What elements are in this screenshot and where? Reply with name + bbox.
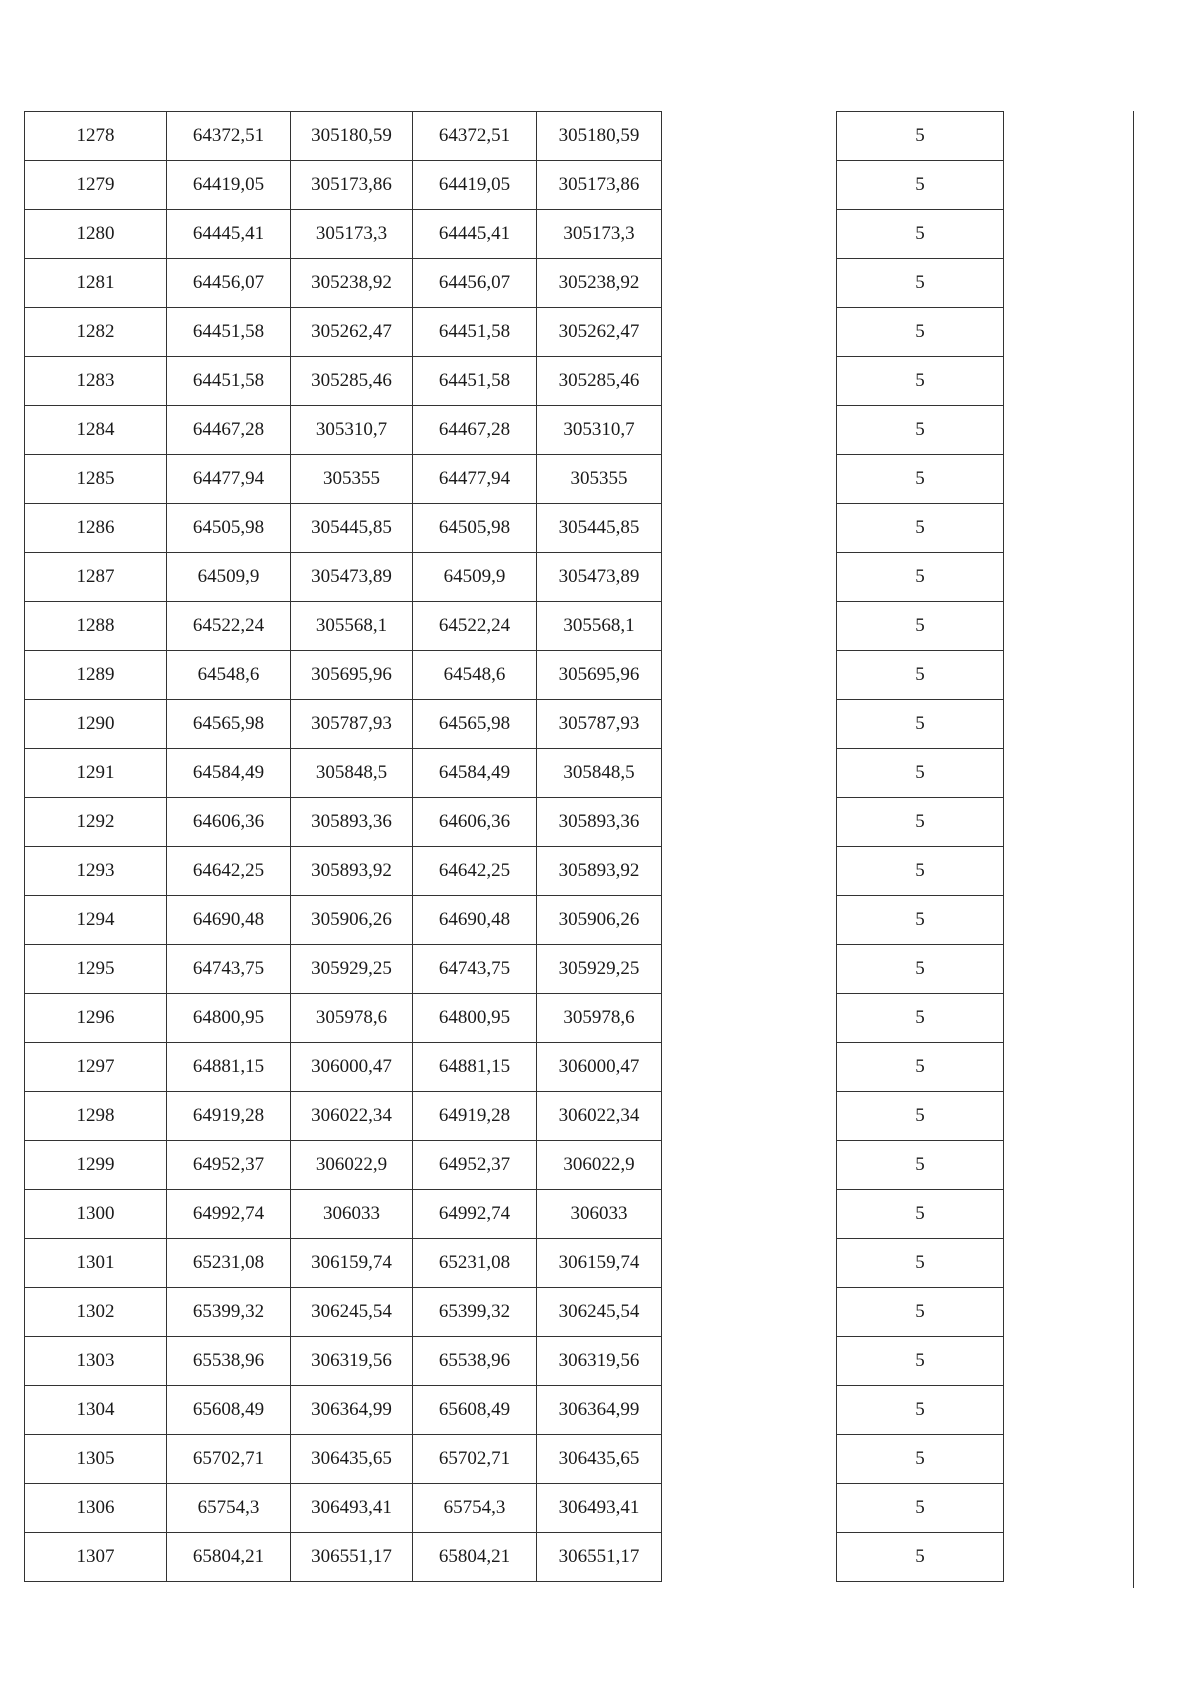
value-row <box>837 1484 1004 1533</box>
value-cell: 5 <box>837 553 1004 602</box>
value-column-body <box>837 112 1004 1582</box>
value-column-table <box>836 111 1004 1582</box>
value-cell: 5 <box>837 112 1004 161</box>
x-coordinate-cell: 65804,21 <box>167 1533 291 1582</box>
x-coordinate-repeat-cell: 65702,71 <box>413 1435 537 1484</box>
value-row <box>837 1288 1004 1337</box>
y-coordinate-cell: 305445,85 <box>291 504 413 553</box>
y-coordinate-repeat-cell: 305893,36 <box>537 798 662 847</box>
value-row <box>837 455 1004 504</box>
y-coordinate-repeat-cell: 306022,9 <box>537 1141 662 1190</box>
y-coordinate-cell: 305355 <box>291 455 413 504</box>
point-number-cell: 1306 <box>25 1484 167 1533</box>
coordinates-table <box>24 111 662 1582</box>
value-row <box>837 406 1004 455</box>
value-cell: 5 <box>837 651 1004 700</box>
table-row <box>25 602 662 651</box>
y-coordinate-cell: 306159,74 <box>291 1239 413 1288</box>
y-coordinate-cell: 305893,36 <box>291 798 413 847</box>
y-coordinate-cell: 305180,59 <box>291 112 413 161</box>
x-coordinate-cell: 65231,08 <box>167 1239 291 1288</box>
x-coordinate-repeat-cell: 64477,94 <box>413 455 537 504</box>
y-coordinate-repeat-cell: 305787,93 <box>537 700 662 749</box>
coordinates-table-body <box>25 112 662 1582</box>
value-cell: 5 <box>837 700 1004 749</box>
table-row <box>25 1337 662 1386</box>
x-coordinate-repeat-cell: 65538,96 <box>413 1337 537 1386</box>
y-coordinate-repeat-cell: 306319,56 <box>537 1337 662 1386</box>
value-row <box>837 308 1004 357</box>
value-cell: 5 <box>837 749 1004 798</box>
y-coordinate-repeat-cell: 305473,89 <box>537 553 662 602</box>
x-coordinate-repeat-cell: 65804,21 <box>413 1533 537 1582</box>
x-coordinate-cell: 64456,07 <box>167 259 291 308</box>
table-row <box>25 357 662 406</box>
y-coordinate-cell: 305978,6 <box>291 994 413 1043</box>
x-coordinate-cell: 64952,37 <box>167 1141 291 1190</box>
table-row <box>25 308 662 357</box>
x-coordinate-repeat-cell: 64992,74 <box>413 1190 537 1239</box>
value-row <box>837 210 1004 259</box>
y-coordinate-repeat-cell: 305929,25 <box>537 945 662 994</box>
y-coordinate-repeat-cell: 305238,92 <box>537 259 662 308</box>
y-coordinate-repeat-cell: 305310,7 <box>537 406 662 455</box>
value-row <box>837 1043 1004 1092</box>
y-coordinate-repeat-cell: 306551,17 <box>537 1533 662 1582</box>
x-coordinate-repeat-cell: 64548,6 <box>413 651 537 700</box>
x-coordinate-cell: 64467,28 <box>167 406 291 455</box>
table-row <box>25 896 662 945</box>
value-cell: 5 <box>837 1190 1004 1239</box>
value-row <box>837 1386 1004 1435</box>
y-coordinate-cell: 305173,3 <box>291 210 413 259</box>
table-row <box>25 945 662 994</box>
point-number-cell: 1293 <box>25 847 167 896</box>
table-row <box>25 1386 662 1435</box>
table-row <box>25 1043 662 1092</box>
point-number-cell: 1297 <box>25 1043 167 1092</box>
x-coordinate-repeat-cell: 64881,15 <box>413 1043 537 1092</box>
table-row <box>25 1239 662 1288</box>
x-coordinate-repeat-cell: 64690,48 <box>413 896 537 945</box>
y-coordinate-repeat-cell: 306159,74 <box>537 1239 662 1288</box>
x-coordinate-cell: 64548,6 <box>167 651 291 700</box>
x-coordinate-repeat-cell: 64372,51 <box>413 112 537 161</box>
y-coordinate-repeat-cell: 306022,34 <box>537 1092 662 1141</box>
x-coordinate-cell: 65754,3 <box>167 1484 291 1533</box>
y-coordinate-repeat-cell: 305978,6 <box>537 994 662 1043</box>
value-cell: 5 <box>837 259 1004 308</box>
x-coordinate-cell: 64800,95 <box>167 994 291 1043</box>
y-coordinate-cell: 306319,56 <box>291 1337 413 1386</box>
table-row <box>25 210 662 259</box>
point-number-cell: 1299 <box>25 1141 167 1190</box>
x-coordinate-repeat-cell: 64919,28 <box>413 1092 537 1141</box>
value-cell: 5 <box>837 896 1004 945</box>
point-number-cell: 1282 <box>25 308 167 357</box>
table-row <box>25 1533 662 1582</box>
y-coordinate-cell: 305173,86 <box>291 161 413 210</box>
x-coordinate-cell: 64505,98 <box>167 504 291 553</box>
value-row <box>837 651 1004 700</box>
y-coordinate-cell: 305848,5 <box>291 749 413 798</box>
value-cell: 5 <box>837 602 1004 651</box>
point-number-cell: 1304 <box>25 1386 167 1435</box>
table-row <box>25 161 662 210</box>
y-coordinate-cell: 305238,92 <box>291 259 413 308</box>
y-coordinate-cell: 306551,17 <box>291 1533 413 1582</box>
point-number-cell: 1298 <box>25 1092 167 1141</box>
point-number-cell: 1289 <box>25 651 167 700</box>
x-coordinate-repeat-cell: 64565,98 <box>413 700 537 749</box>
y-coordinate-cell: 305262,47 <box>291 308 413 357</box>
point-number-cell: 1279 <box>25 161 167 210</box>
y-coordinate-repeat-cell: 305568,1 <box>537 602 662 651</box>
value-row <box>837 798 1004 847</box>
value-row <box>837 1533 1004 1582</box>
table-row <box>25 1484 662 1533</box>
point-number-cell: 1300 <box>25 1190 167 1239</box>
value-row <box>837 896 1004 945</box>
point-number-cell: 1281 <box>25 259 167 308</box>
value-cell: 5 <box>837 1288 1004 1337</box>
x-coordinate-repeat-cell: 65754,3 <box>413 1484 537 1533</box>
y-coordinate-repeat-cell: 305445,85 <box>537 504 662 553</box>
x-coordinate-repeat-cell: 64606,36 <box>413 798 537 847</box>
value-cell: 5 <box>837 1533 1004 1582</box>
table-row <box>25 1190 662 1239</box>
value-cell: 5 <box>837 308 1004 357</box>
point-number-cell: 1284 <box>25 406 167 455</box>
y-coordinate-repeat-cell: 305173,3 <box>537 210 662 259</box>
y-coordinate-cell: 305285,46 <box>291 357 413 406</box>
table-row <box>25 798 662 847</box>
x-coordinate-cell: 64642,25 <box>167 847 291 896</box>
right-border-line <box>1133 111 1134 1588</box>
value-row <box>837 994 1004 1043</box>
table-row <box>25 112 662 161</box>
value-row <box>837 1239 1004 1288</box>
table-row <box>25 553 662 602</box>
x-coordinate-repeat-cell: 64800,95 <box>413 994 537 1043</box>
x-coordinate-cell: 64451,58 <box>167 357 291 406</box>
point-number-cell: 1291 <box>25 749 167 798</box>
value-row <box>837 945 1004 994</box>
value-cell: 5 <box>837 357 1004 406</box>
y-coordinate-cell: 306022,34 <box>291 1092 413 1141</box>
point-number-cell: 1288 <box>25 602 167 651</box>
x-coordinate-cell: 64372,51 <box>167 112 291 161</box>
y-coordinate-repeat-cell: 306364,99 <box>537 1386 662 1435</box>
value-row <box>837 1435 1004 1484</box>
value-row <box>837 112 1004 161</box>
y-coordinate-repeat-cell: 305906,26 <box>537 896 662 945</box>
point-number-cell: 1292 <box>25 798 167 847</box>
x-coordinate-cell: 64919,28 <box>167 1092 291 1141</box>
x-coordinate-cell: 64992,74 <box>167 1190 291 1239</box>
value-cell: 5 <box>837 1141 1004 1190</box>
y-coordinate-repeat-cell: 305848,5 <box>537 749 662 798</box>
x-coordinate-repeat-cell: 64419,05 <box>413 161 537 210</box>
value-cell: 5 <box>837 210 1004 259</box>
x-coordinate-cell: 64419,05 <box>167 161 291 210</box>
value-cell: 5 <box>837 1043 1004 1092</box>
x-coordinate-cell: 65702,71 <box>167 1435 291 1484</box>
point-number-cell: 1302 <box>25 1288 167 1337</box>
y-coordinate-cell: 305310,7 <box>291 406 413 455</box>
point-number-cell: 1286 <box>25 504 167 553</box>
point-number-cell: 1283 <box>25 357 167 406</box>
value-cell: 5 <box>837 161 1004 210</box>
value-cell: 5 <box>837 994 1004 1043</box>
value-row <box>837 259 1004 308</box>
y-coordinate-repeat-cell: 306435,65 <box>537 1435 662 1484</box>
table-row <box>25 700 662 749</box>
y-coordinate-repeat-cell: 305355 <box>537 455 662 504</box>
table-row <box>25 259 662 308</box>
value-cell: 5 <box>837 798 1004 847</box>
point-number-cell: 1301 <box>25 1239 167 1288</box>
value-row <box>837 161 1004 210</box>
x-coordinate-repeat-cell: 64642,25 <box>413 847 537 896</box>
y-coordinate-cell: 306245,54 <box>291 1288 413 1337</box>
point-number-cell: 1294 <box>25 896 167 945</box>
x-coordinate-cell: 64690,48 <box>167 896 291 945</box>
y-coordinate-cell: 305929,25 <box>291 945 413 994</box>
x-coordinate-cell: 64584,49 <box>167 749 291 798</box>
value-cell: 5 <box>837 1337 1004 1386</box>
y-coordinate-repeat-cell: 305285,46 <box>537 357 662 406</box>
table-row <box>25 749 662 798</box>
x-coordinate-cell: 64509,9 <box>167 553 291 602</box>
y-coordinate-cell: 305473,89 <box>291 553 413 602</box>
value-row <box>837 1337 1004 1386</box>
y-coordinate-cell: 306033 <box>291 1190 413 1239</box>
x-coordinate-repeat-cell: 64456,07 <box>413 259 537 308</box>
point-number-cell: 1278 <box>25 112 167 161</box>
table-row <box>25 455 662 504</box>
x-coordinate-repeat-cell: 64451,58 <box>413 308 537 357</box>
value-row <box>837 602 1004 651</box>
value-cell: 5 <box>837 1435 1004 1484</box>
y-coordinate-cell: 306364,99 <box>291 1386 413 1435</box>
x-coordinate-cell: 65399,32 <box>167 1288 291 1337</box>
table-row <box>25 651 662 700</box>
value-row <box>837 504 1004 553</box>
x-coordinate-repeat-cell: 64445,41 <box>413 210 537 259</box>
x-coordinate-repeat-cell: 64522,24 <box>413 602 537 651</box>
value-cell: 5 <box>837 847 1004 896</box>
value-cell: 5 <box>837 1239 1004 1288</box>
value-row <box>837 1092 1004 1141</box>
x-coordinate-repeat-cell: 64505,98 <box>413 504 537 553</box>
point-number-cell: 1285 <box>25 455 167 504</box>
x-coordinate-repeat-cell: 64509,9 <box>413 553 537 602</box>
x-coordinate-repeat-cell: 64451,58 <box>413 357 537 406</box>
x-coordinate-repeat-cell: 65399,32 <box>413 1288 537 1337</box>
table-row <box>25 1141 662 1190</box>
y-coordinate-repeat-cell: 305893,92 <box>537 847 662 896</box>
x-coordinate-cell: 65608,49 <box>167 1386 291 1435</box>
x-coordinate-cell: 64522,24 <box>167 602 291 651</box>
y-coordinate-cell: 306435,65 <box>291 1435 413 1484</box>
x-coordinate-cell: 64565,98 <box>167 700 291 749</box>
x-coordinate-cell: 64606,36 <box>167 798 291 847</box>
value-cell: 5 <box>837 945 1004 994</box>
y-coordinate-cell: 306022,9 <box>291 1141 413 1190</box>
table-row <box>25 1092 662 1141</box>
y-coordinate-repeat-cell: 305262,47 <box>537 308 662 357</box>
value-row <box>837 847 1004 896</box>
y-coordinate-cell: 305906,26 <box>291 896 413 945</box>
value-cell: 5 <box>837 455 1004 504</box>
y-coordinate-repeat-cell: 306033 <box>537 1190 662 1239</box>
y-coordinate-repeat-cell: 305173,86 <box>537 161 662 210</box>
value-row <box>837 700 1004 749</box>
value-cell: 5 <box>837 1484 1004 1533</box>
point-number-cell: 1287 <box>25 553 167 602</box>
point-number-cell: 1305 <box>25 1435 167 1484</box>
y-coordinate-cell: 305695,96 <box>291 651 413 700</box>
value-cell: 5 <box>837 1386 1004 1435</box>
value-cell: 5 <box>837 1092 1004 1141</box>
table-row <box>25 847 662 896</box>
x-coordinate-repeat-cell: 64584,49 <box>413 749 537 798</box>
x-coordinate-repeat-cell: 65608,49 <box>413 1386 537 1435</box>
point-number-cell: 1295 <box>25 945 167 994</box>
point-number-cell: 1280 <box>25 210 167 259</box>
x-coordinate-cell: 65538,96 <box>167 1337 291 1386</box>
x-coordinate-repeat-cell: 64467,28 <box>413 406 537 455</box>
value-row <box>837 553 1004 602</box>
y-coordinate-cell: 305787,93 <box>291 700 413 749</box>
y-coordinate-cell: 306000,47 <box>291 1043 413 1092</box>
x-coordinate-repeat-cell: 64743,75 <box>413 945 537 994</box>
x-coordinate-repeat-cell: 65231,08 <box>413 1239 537 1288</box>
value-row <box>837 357 1004 406</box>
y-coordinate-repeat-cell: 305695,96 <box>537 651 662 700</box>
point-number-cell: 1290 <box>25 700 167 749</box>
x-coordinate-cell: 64743,75 <box>167 945 291 994</box>
x-coordinate-cell: 64477,94 <box>167 455 291 504</box>
table-row <box>25 1435 662 1484</box>
table-row <box>25 994 662 1043</box>
point-number-cell: 1303 <box>25 1337 167 1386</box>
y-coordinate-repeat-cell: 306000,47 <box>537 1043 662 1092</box>
x-coordinate-cell: 64445,41 <box>167 210 291 259</box>
y-coordinate-cell: 305893,92 <box>291 847 413 896</box>
value-row <box>837 1141 1004 1190</box>
value-cell: 5 <box>837 504 1004 553</box>
y-coordinate-repeat-cell: 306245,54 <box>537 1288 662 1337</box>
x-coordinate-cell: 64881,15 <box>167 1043 291 1092</box>
x-coordinate-cell: 64451,58 <box>167 308 291 357</box>
y-coordinate-cell: 305568,1 <box>291 602 413 651</box>
table-row <box>25 1288 662 1337</box>
value-cell: 5 <box>837 406 1004 455</box>
y-coordinate-repeat-cell: 305180,59 <box>537 112 662 161</box>
value-row <box>837 1190 1004 1239</box>
table-row <box>25 504 662 553</box>
value-row <box>837 749 1004 798</box>
point-number-cell: 1307 <box>25 1533 167 1582</box>
x-coordinate-repeat-cell: 64952,37 <box>413 1141 537 1190</box>
y-coordinate-cell: 306493,41 <box>291 1484 413 1533</box>
table-row <box>25 406 662 455</box>
point-number-cell: 1296 <box>25 994 167 1043</box>
y-coordinate-repeat-cell: 306493,41 <box>537 1484 662 1533</box>
